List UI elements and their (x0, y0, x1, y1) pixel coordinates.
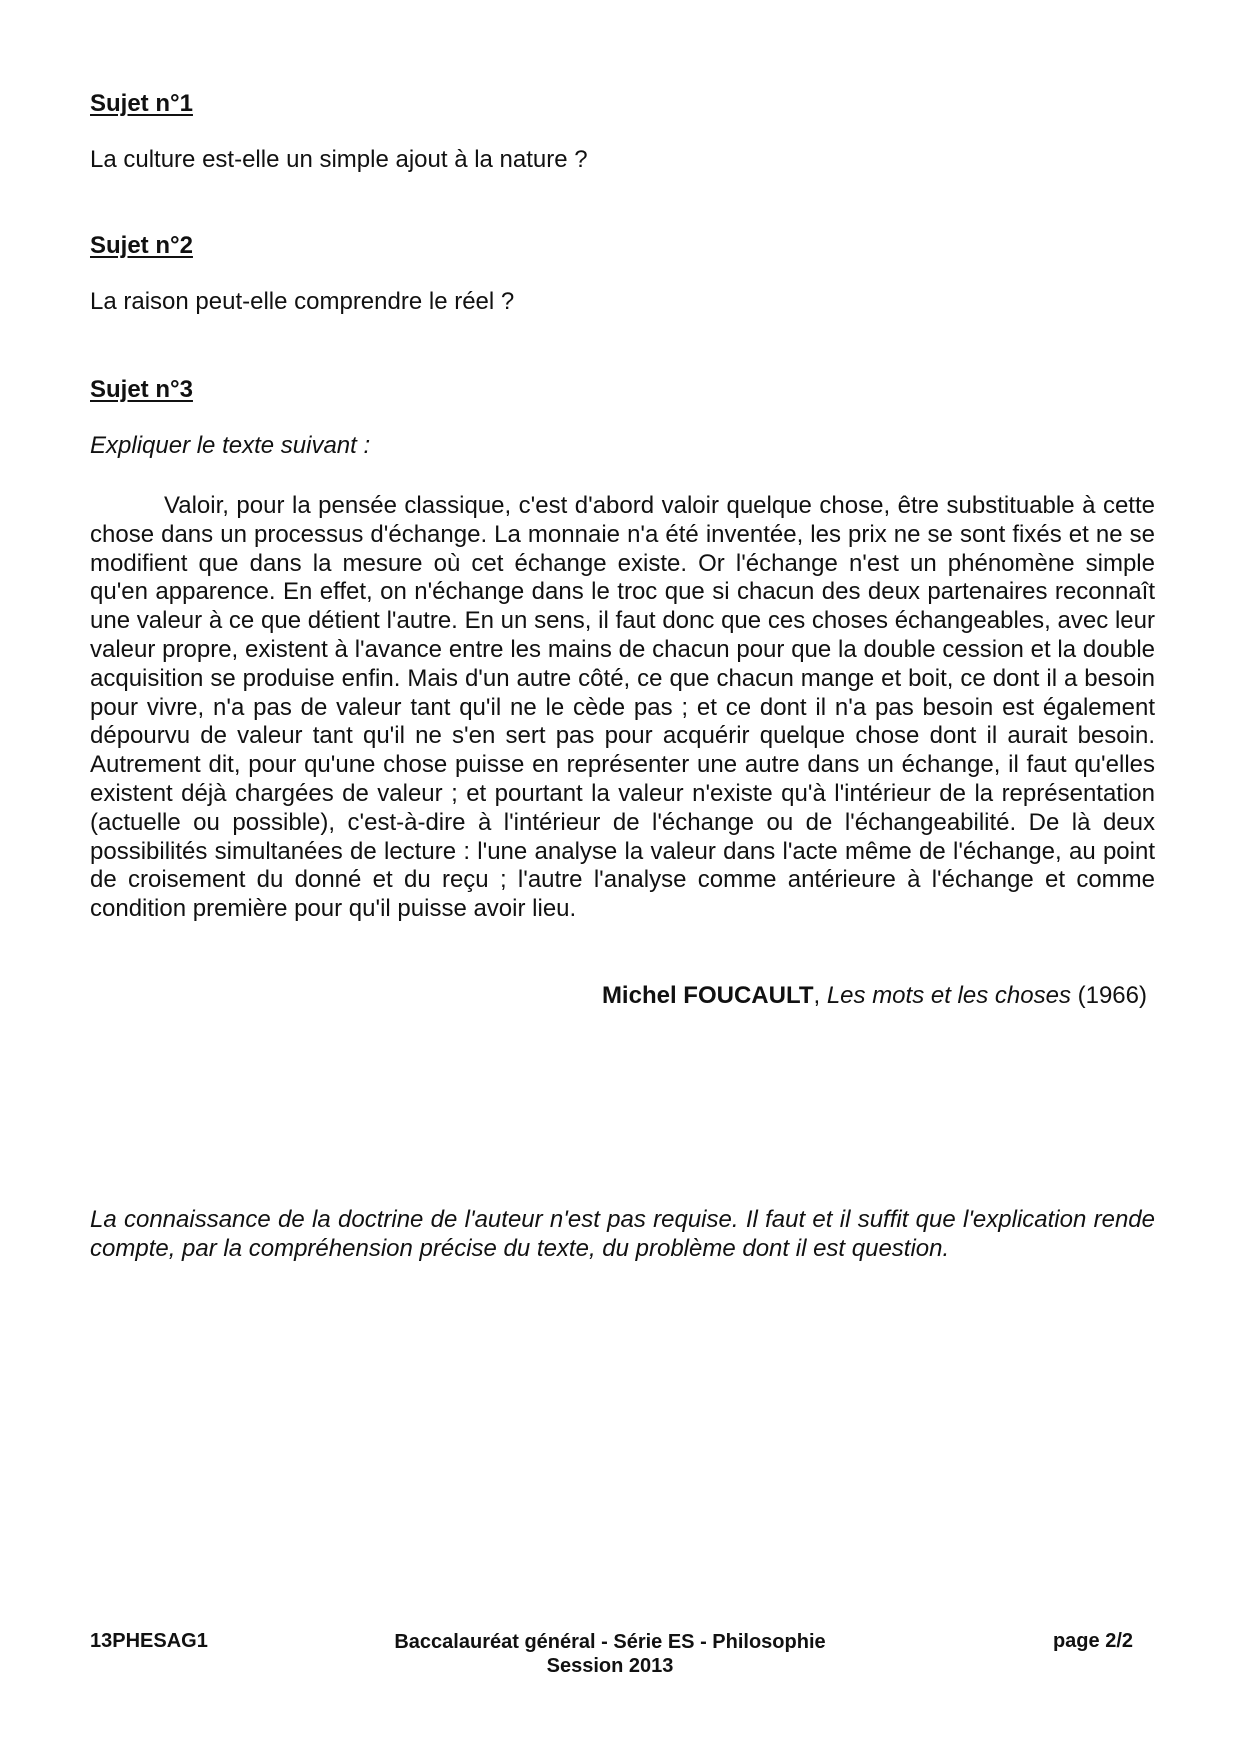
subject-2-heading: Sujet n°2 (90, 232, 193, 259)
instruction-note: La connaissance de la doctrine de l'auteur n'est pas requise. Il faut et il suffit que l'explication rende compte, par la compréhension précise du texte, du problème dont il est question. (90, 1206, 1155, 1262)
footer-exam-info (320, 1630, 900, 1678)
subject-3-heading: Sujet n°3 (90, 376, 193, 403)
footer-session: Session 2013 (546, 1655, 674, 1677)
footer-exam: Baccalauréat général - Série ES - Philosophie (394, 1631, 826, 1653)
footer-page-number: page 2/2 (1052, 1630, 1133, 1652)
subject-1-question: La culture est-elle un simple ajout à la nature ? (90, 146, 588, 173)
citation (602, 982, 1147, 1010)
subject-3-instruction: Expliquer le texte suivant : (90, 432, 371, 459)
citation-year: (1966) (1070, 982, 1147, 1009)
footer-code: 13PHESAG1 (90, 1630, 208, 1652)
subject-2-question: La raison peut-elle comprendre le réel ? (90, 288, 515, 315)
citation-author: Michel FOUCAULT (601, 982, 814, 1009)
citation-work: Les mots et les choses (826, 982, 1071, 1009)
subject-1-heading: Sujet n°1 (90, 90, 193, 117)
citation-separator: , (813, 982, 827, 1009)
text-passage: Valoir, pour la pensée classique, c'est d'abord valoir quelque chose, être substituable à cette chose dans un processus d'échange. La monnaie n'a été inventée, les prix ne se sont fixés et ne se modifient que dans la mesure où cet échange existe. Or l'échange n'est un phénomène simple qu'en apparence. En effet, on n'échange dans le troc que si chacun des deux partenaires reconnaît une valeur à ce que détient l'autre. En un sens, il faut donc que ces choses échangeables, avec leur valeur propre, existent à l'avance entre les mains de chacun pour que la double cession et la double acquisition se produise enfin. Mais d'un autre côté, ce que chacun mange et boit, ce dont il a besoin pour vivre, n'a pas de valeur tant qu'il ne le cède pas ; et ce dont il n'a pas besoin est également dépourvu de valeur tant qu'il ne s'en sert pas pour acquérir quelque chose dont il aurait besoin. Autrement dit, pour qu'une chose puisse en représenter une autre dans un échange, il faut qu'elles existent déjà chargées de valeur ; et pourtant la valeur n'existe qu'à l'intérieur de la représentation (actuelle ou possible), c'est-à-dire à l'intérieur de l'échange ou de l'échangeabilité. De là deux possibilités simultanées de lecture : l'une analyse la valeur dans l'acte même de l'échange, au point de croisement du donné et du reçu ; l'autre l'analyse comme antérieure à l'échange et comme condition première pour qu'il puisse avoir lieu. (90, 492, 1155, 923)
